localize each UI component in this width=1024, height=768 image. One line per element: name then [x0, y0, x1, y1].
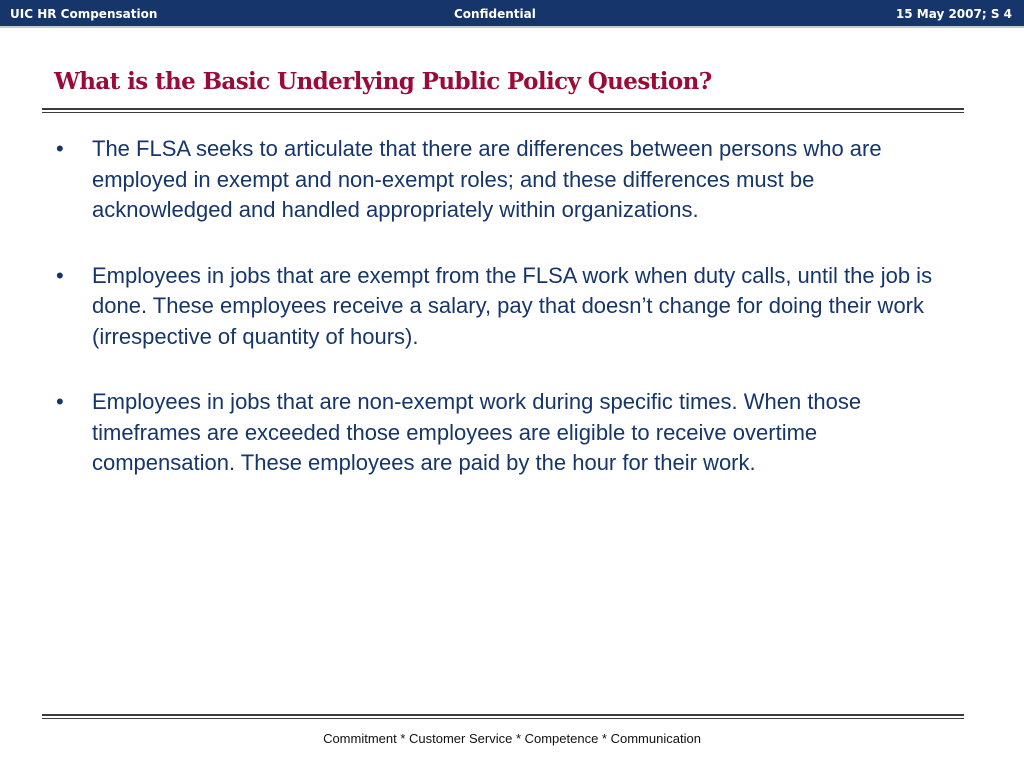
slide-footer: Commitment * Customer Service * Competence * Communication	[323, 731, 701, 746]
slide-header-bar	[0, 0, 1024, 28]
bullet-text: The FLSA seeks to articulate that there are differences between persons who are employed in exempt and non-exempt roles; and these differences must be acknowledged and handled appropriately within organizations.	[92, 136, 882, 222]
title-divider	[42, 108, 964, 113]
footer-divider	[42, 714, 964, 719]
bullet-marker: •	[56, 389, 64, 414]
bullet-item	[56, 387, 956, 479]
bullet-item	[56, 134, 956, 226]
header-center-label: Confidential	[454, 7, 536, 21]
slide-title: What is the Basic Underlying Public Policy Question?	[54, 68, 712, 95]
header-right-label: 15 May 2007; S 4	[895, 7, 1012, 21]
bullet-list	[56, 134, 956, 479]
bullet-text: Employees in jobs that are exempt from the FLSA work when duty calls, until the job is done. These employees receive a salary, pay that doesn’t change for doing their work (irrespective of quantity of hours).	[92, 262, 933, 349]
header-left-label: UIC HR Compensation	[10, 7, 158, 21]
bullet-item	[56, 261, 956, 353]
bullet-text: Employees in jobs that are non-exempt work during specific times. When those timeframes are exceeded those employees are eligible to receive overtime compensation. These employees are paid by the hour for their work.	[92, 389, 862, 475]
bullet-marker: •	[56, 136, 64, 161]
bullet-marker: •	[56, 262, 64, 288]
